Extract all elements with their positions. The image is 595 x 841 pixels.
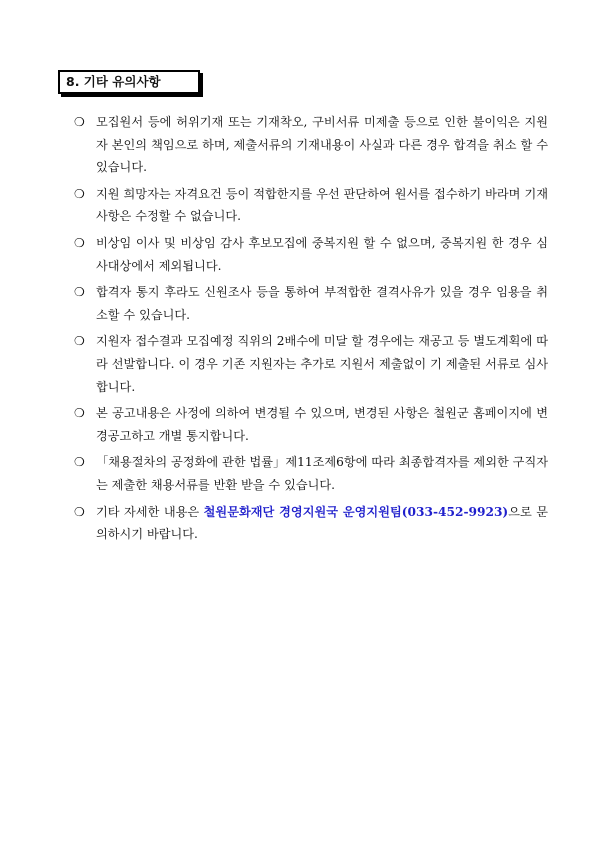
item-text: 합격자 통지 후라도 신원조사 등을 통하여 부적합한 결격사유가 있을 경우 임용을 취소할 수 있습니다.: [96, 285, 548, 322]
circle-bullet-icon: ❍: [74, 334, 85, 349]
circle-bullet-icon: ❍: [74, 285, 85, 300]
circle-bullet-icon: ❍: [74, 504, 85, 519]
circle-bullet-icon: ❍: [74, 186, 85, 201]
list-item: [76, 281, 548, 326]
list-item: [76, 451, 548, 496]
list-item: [76, 183, 548, 228]
item-text: 본 공고내용은 사정에 의하여 변경될 수 있으며, 변경된 사항은 철원군 홈페이지에 변경공고하고 개별 통지합니다.: [96, 406, 548, 443]
list-item: [76, 111, 548, 179]
circle-bullet-icon: ❍: [74, 406, 85, 421]
list-item: [76, 501, 548, 546]
notice-list: [76, 111, 548, 550]
circle-bullet-icon: ❍: [74, 115, 85, 129]
item-text: 지원자 접수결과 모집예정 직위의 2배수에 미달 할 경우에는 재공고 등 별도계획에 따라 선발합니다. 이 경우 기존 지원자는 추가로 지원서 제출없이 기 제출된 서류로 심사합니다.: [96, 334, 548, 394]
item-text: 모집원서 등에 허위기재 또는 기재착오, 구비서류 미제출 등으로 인한 불이익은 지원자 본인의 책임으로 하며, 제출서류의 기재내용이 사실과 다른 경우 합격을 취소 할 수 있습니다.: [96, 115, 548, 175]
item-text: 「채용절차의 공정화에 관한 법률」제11조제6항에 따라 최종합격자를 제외한 구직자는 제출한 채용서류를 반환 받을 수 있습니다.: [96, 455, 548, 492]
item-text-after: 으로 문의하시기 바랍니다.: [96, 504, 548, 542]
list-item: [76, 232, 548, 277]
item-text: 지원 희망자는 자격요건 등이 적합한지를 우선 판단하여 원서를 접수하기 바라며 기재사항은 수정할 수 없습니다.: [96, 186, 548, 224]
section-title: 8. 기타 유의사항: [58, 70, 200, 94]
list-item: [76, 402, 548, 447]
section-heading: [58, 70, 200, 94]
item-text-before: 기타 자세한 내용은: [96, 504, 204, 519]
contact-highlight: 철원문화재단 경영지원국 운영지원팀(033-452-9923): [203, 504, 509, 519]
circle-bullet-icon: ❍: [74, 235, 85, 250]
item-text: 비상임 이사 및 비상임 감사 후보모집에 중복지원 할 수 없으며, 중복지원 한 경우 심사대상에서 제외됩니다.: [96, 235, 548, 273]
circle-bullet-icon: ❍: [74, 455, 85, 470]
list-item: [76, 330, 548, 398]
